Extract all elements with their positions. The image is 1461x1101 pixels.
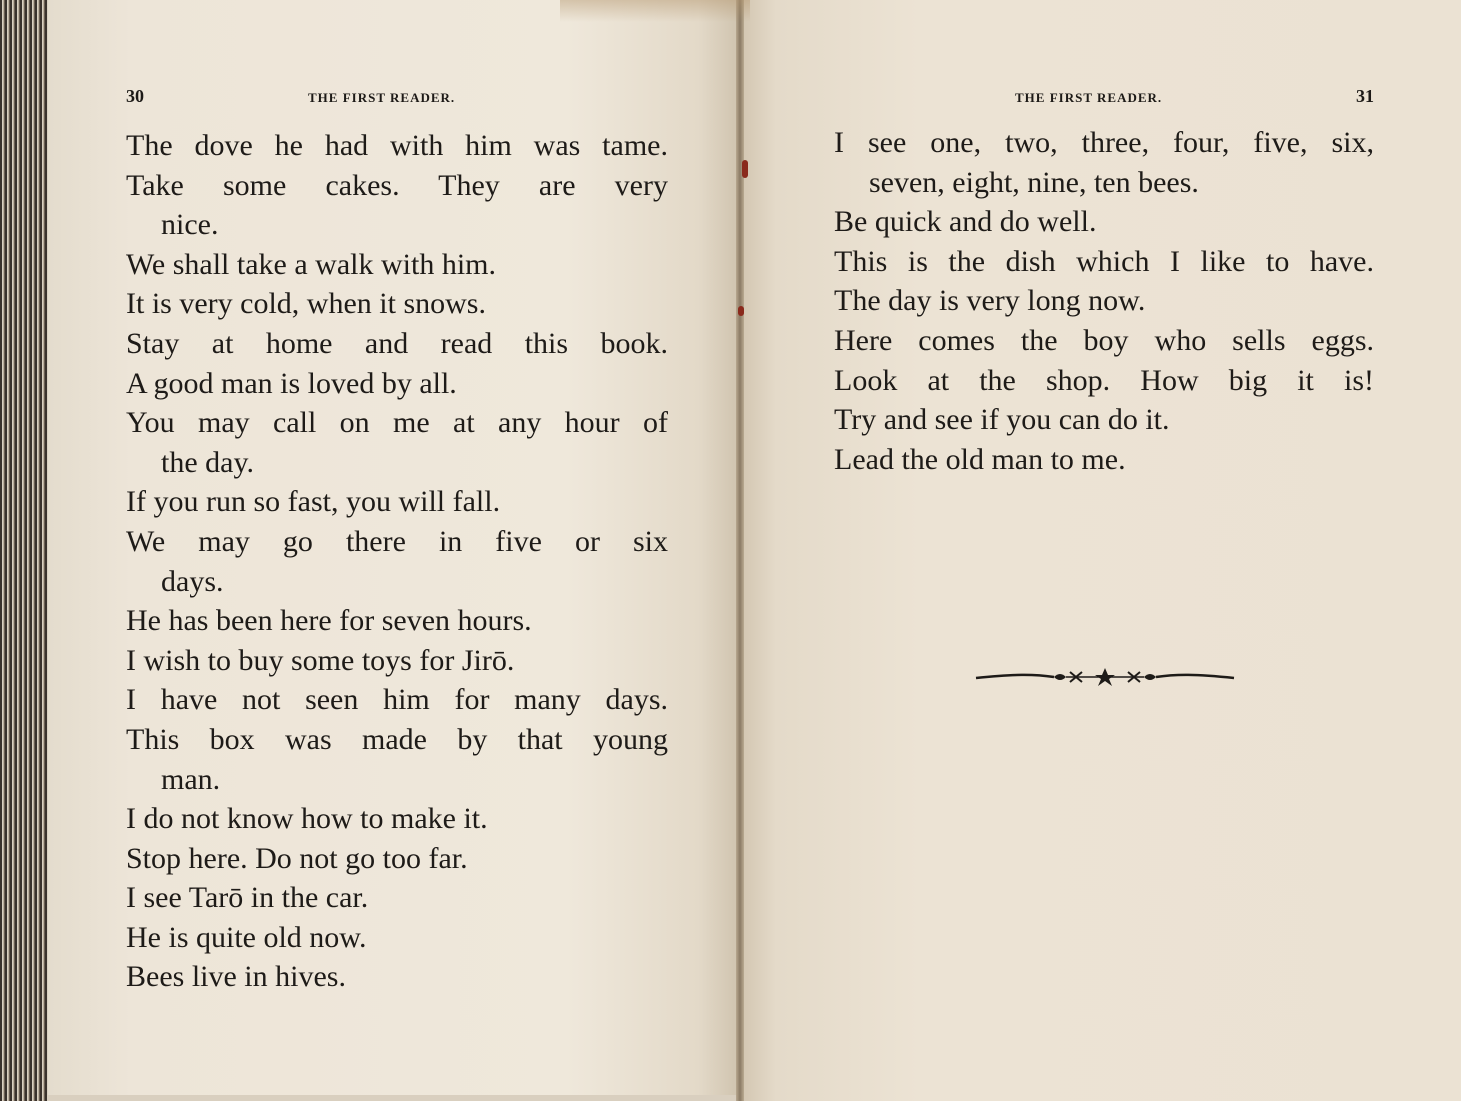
text-line: days. [161,564,224,598]
left-page-text [126,126,668,997]
text-line: I see one, two, three, four, five, six, [834,126,1374,159]
left-running-head: THE FIRST READER. [308,90,456,105]
text-line: nice. [161,208,219,242]
text-line: Look at the shop. How big it is! [834,363,1374,397]
text-line: Bees live in hives. [126,960,346,994]
right-page-text [834,123,1374,479]
left-page-number: 30 [126,86,144,106]
text-line: Stop here. Do not go too far. [126,841,468,875]
text-line: Try and see if you can do it. [834,403,1170,437]
text-line: The dove he had with him was tame. [126,129,668,162]
page-edges [0,0,48,1101]
right-page-number: 31 [1356,86,1374,106]
text-line: The day is very long now. [834,284,1146,318]
text-line: man. [161,762,221,796]
text-line: I wish to buy some toys for Jirō. [126,643,515,677]
text-line: He is quite old now. [126,920,367,954]
text-line: You may call on me at any hour of [126,406,668,440]
text-line: seven, eight, nine, ten bees. [869,165,1199,199]
text-line: Here comes the boy who sells eggs. [834,323,1374,357]
text-line: Stay at home and read this book. [126,326,668,360]
text-line: I see Tarō in the car. [126,881,369,915]
text-line: Lead the old man to me. [834,442,1126,476]
text-line: We may go there in five or six [126,524,668,558]
text-line: A good man is loved by all. [126,366,457,400]
binding-thread [738,306,744,316]
text-line: He has been here for seven hours. [126,604,532,638]
right-running-head: THE FIRST READER. [1015,90,1163,105]
text-line: This is the dish which I like to have. [834,244,1374,278]
text-line: I have not seen him for many days. [126,683,668,717]
text-line: the day. [161,445,255,479]
text-line: It is very cold, when it snows. [126,287,486,321]
binding-thread [742,160,748,178]
paper-stain [560,0,750,22]
text-line: Be quick and do well. [834,205,1097,239]
text-line: If you run so fast, you will fall. [126,485,501,519]
text-line: Take some cakes. They are very [126,168,668,202]
text-line: This box was made by that young [126,722,668,756]
text-line: We shall take a walk with him. [126,247,496,281]
tailpiece-ornament [974,664,1236,688]
text-line: I do not know how to make it. [126,802,488,836]
